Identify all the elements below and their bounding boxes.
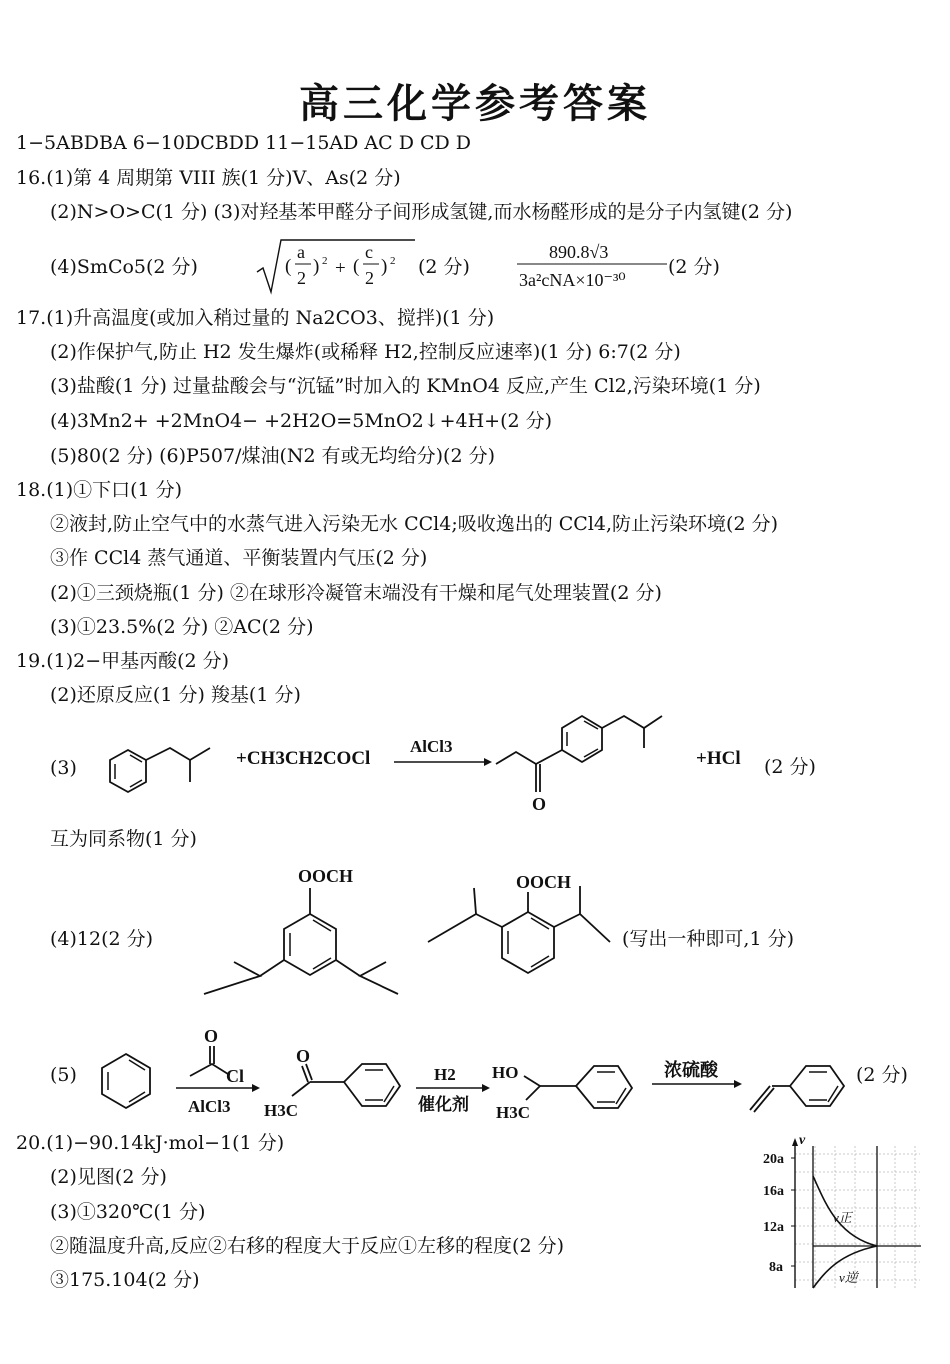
q18-part1c: ③作 CCl4 蒸气通道、平衡装置内气压(2 分)	[50, 547, 428, 569]
q19-part4-note: (写出一种即可,1 分)	[622, 928, 794, 950]
q20-part3: (3)①320℃(1 分)	[50, 1201, 206, 1223]
q19-part3-score: (2 分)	[764, 756, 816, 778]
q20-part2: (2)见图(2 分)	[50, 1166, 167, 1188]
q16-part4-label: (4)SmCo5(2 分)	[50, 256, 198, 278]
q20-part3c: ③175.104(2 分)	[50, 1269, 200, 1291]
q19-part5-label: (5)	[50, 1064, 77, 1086]
svg-text:O: O	[532, 794, 547, 814]
q19-part3-label: (3)	[50, 757, 77, 779]
q19-part3-arrow	[392, 736, 492, 776]
frac-c: c	[365, 242, 373, 262]
q19-part3-catalyst: AlCl3	[410, 737, 453, 756]
q16-formula-density	[515, 236, 675, 296]
curve-forward-label: v正	[833, 1210, 852, 1225]
svg-text:): )	[313, 256, 320, 277]
q19-homolog-note: 互为同系物(1 分)	[50, 828, 197, 850]
svg-text:): )	[381, 256, 388, 277]
q19-part3-reagent: +CH3CH2COCl	[236, 748, 371, 769]
svg-text:(: (	[353, 256, 360, 277]
q17-part4: (4)3Mn2+ +2MnO4− +2H2O=5MnO2↓+4H+(2 分)	[50, 410, 553, 432]
q20-part3b: ②随温度升高,反应②右移的程度大于反应①左移的程度(2 分)	[50, 1235, 564, 1257]
q19-part5-acid: 浓硫酸	[664, 1060, 718, 1080]
q18-part1b: ②液封,防止空气中的水蒸气进入污染无水 CCl4;吸收逸出的 CCl4,防止污染环境(2 分)	[50, 513, 778, 535]
tick-16a: 16a	[763, 1184, 784, 1199]
dehydration-arrow	[650, 1056, 746, 1092]
q16-score1: (2 分)	[418, 256, 470, 278]
q17-part3: (3)盐酸(1 分) 过量盐酸会与“沉锰”时加入的 KMnO4 反应,产生 Cl2,污染环境(1 分)	[50, 375, 761, 397]
isomer-structure-2	[424, 870, 624, 1000]
q19-part5-cat1: AlCl3	[188, 1097, 231, 1116]
q19-part4-label: (4)12(2 分)	[50, 928, 154, 950]
svg-text:O: O	[296, 1046, 311, 1066]
q17-part1: 17.(1)升高温度(或加入稍过量的 Na2CO3、搅拌)(1 分)	[16, 307, 495, 329]
plus: +	[335, 258, 346, 279]
isomer2-group: OOCH	[516, 872, 572, 892]
isomer-structure-1	[200, 862, 410, 1002]
q18-part2: (2)①三颈烧瓶(1 分) ②在球形冷凝管末端没有干燥和尾气处理装置(2 分)	[50, 582, 662, 604]
graph-y-label: v	[799, 1133, 806, 1148]
benzene-structure	[98, 1048, 158, 1116]
q16-formula-sqrt	[255, 236, 425, 296]
q19-part1: 19.(1)2−甲基丙酸(2 分)	[16, 650, 230, 672]
svg-text:Cl: Cl	[226, 1066, 244, 1086]
q19-part5-cat2: 催化剂	[418, 1095, 469, 1114]
tick-12a: 12a	[763, 1220, 784, 1235]
isomer1-group: OOCH	[298, 866, 354, 886]
page-title: 高三化学参考答案	[299, 81, 651, 127]
q16-score2: (2 分)	[668, 256, 720, 278]
q17-part2: (2)作保护气,防止 H2 发生爆炸(或稀释 H2,控制反应速率)(1 分) 6:7(2 分)	[50, 341, 681, 363]
q18-part3: (3)①23.5%(2 分) ②AC(2 分)	[50, 616, 314, 638]
q20-part1: 20.(1)−90.14kJ·mol−1(1 分)	[16, 1132, 285, 1154]
frac-a: a	[297, 242, 305, 262]
svg-text:HO: HO	[492, 1063, 519, 1082]
mc-answers: 1−5ABDBA 6−10DCBDD 11−15AD AC D CD D	[16, 132, 472, 154]
ketone-product-structure	[490, 706, 690, 826]
svg-text:O: O	[204, 1026, 219, 1046]
tick-8a: 8a	[769, 1260, 783, 1275]
isobutylbenzene-structure	[90, 730, 230, 810]
q19-part5-h2: H2	[434, 1065, 456, 1084]
density-numerator: 890.8√3	[549, 242, 609, 262]
sq-c: 2	[390, 255, 396, 267]
svg-text:(: (	[285, 256, 292, 277]
rate-graph	[755, 1132, 925, 1290]
curve-reverse-label: v逆	[839, 1270, 858, 1285]
density-denominator: 3a²cNA×10⁻³⁰	[519, 270, 626, 290]
svg-text:H3C: H3C	[496, 1103, 530, 1122]
hydrogenation-arrow	[414, 1060, 494, 1120]
q19-part3-hcl: +HCl	[696, 748, 741, 769]
sq-a: 2	[322, 255, 328, 267]
q19-part2: (2)还原反应(1 分) 羧基(1 分)	[50, 684, 301, 706]
q19-part5-score: (2 分)	[856, 1064, 908, 1086]
q18-part1: 18.(1)①下口(1 分)	[16, 479, 183, 501]
frac-a-den: 2	[297, 268, 306, 288]
tick-20a: 20a	[763, 1152, 784, 1167]
styrene-structure	[744, 1050, 854, 1120]
acetyl-chloride-arrow	[174, 1024, 264, 1124]
phenylethanol-structure	[490, 1050, 640, 1125]
svg-text:H3C: H3C	[264, 1101, 298, 1120]
acetophenone-structure	[262, 1040, 412, 1125]
q16-part1: 16.(1)第 4 周期第 VIII 族(1 分)V、As(2 分)	[16, 167, 401, 189]
q17-part5-6: (5)80(2 分) (6)P507/煤油(N2 有或无均给分)(2 分)	[50, 445, 495, 467]
frac-c-den: 2	[365, 268, 374, 288]
q16-part2-3: (2)N>O>C(1 分) (3)对羟基苯甲醛分子间形成氢键,而水杨醛形成的是分子内氢键(2 分)	[50, 201, 793, 223]
